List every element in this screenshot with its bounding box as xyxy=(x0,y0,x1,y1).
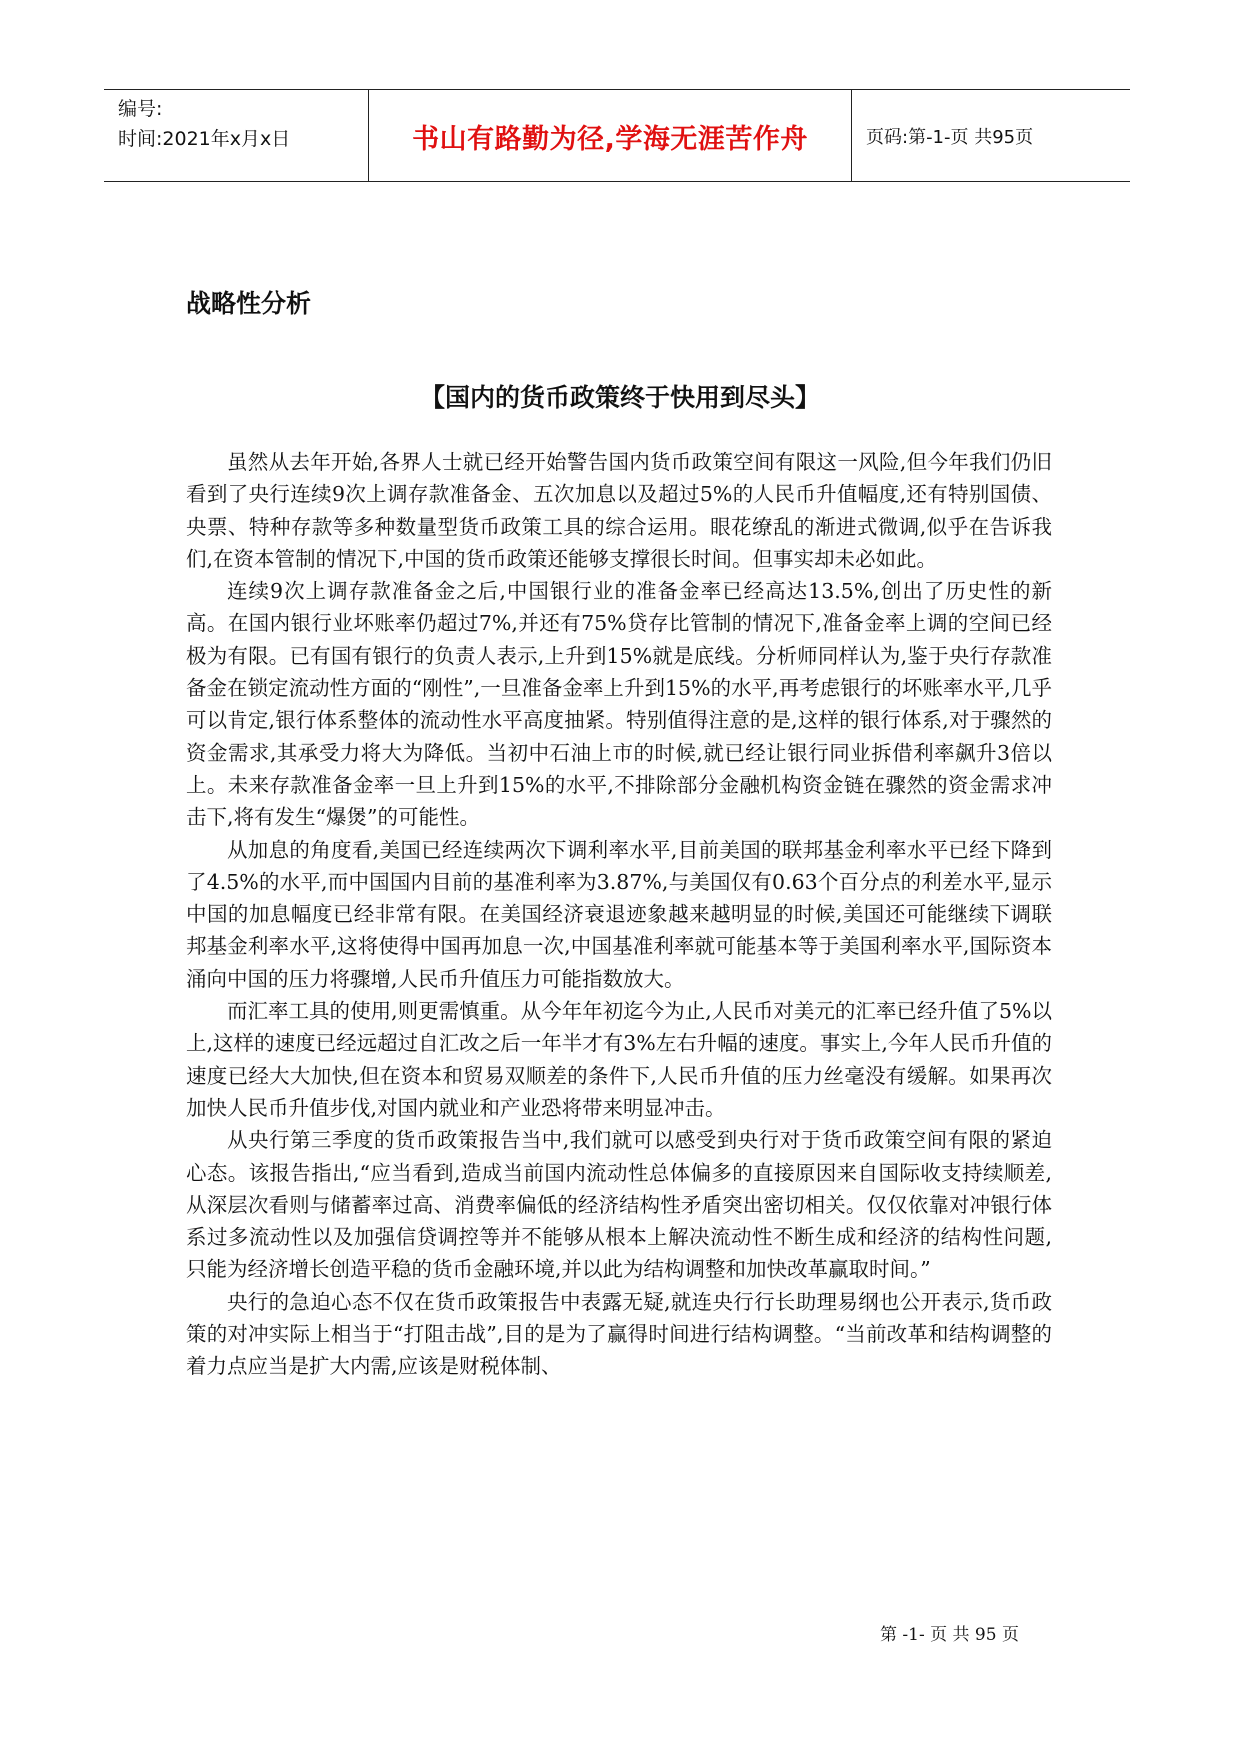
article-body xyxy=(186,446,1052,1383)
header-meta xyxy=(118,94,358,154)
document-number-label: 编号: xyxy=(118,98,163,120)
paragraph: 而汇率工具的使用,则更需慎重。从今年年初迄今为止,人民币对美元的汇率已经升值了5%以上,这样的速度已经远超过自汇改之后一年半才有3%左右升幅的速度。事实上,今年人民币升值的速度已经大大加快,但在资本和贸易双顺差的条件下,人民币升值的压力丝毫没有缓解。如果再次加快人民币升值步伐,对国内就业和产业恐将带来明显冲击。 xyxy=(186,999,1052,1120)
header-divider xyxy=(368,90,369,181)
paragraph: 虽然从去年开始,各界人士就已经开始警告国内货币政策空间有限这一风险,但今年我们仍旧看到了央行连续9次上调存款准备金、五次加息以及超过5%的人民币升值幅度,还有特别国债、央票、特种存款等多种数量型货币政策工具的综合运用。眼花缭乱的渐进式微调,似乎在告诉我们,在资本管制的情况下,中国的货币政策还能够支撑很长时间。但事实却未必如此。 xyxy=(186,450,1052,571)
header-divider xyxy=(851,90,852,181)
section-title: 战略性分析 xyxy=(186,289,312,318)
header-page-info: 页码:第-1-页 共95页 xyxy=(866,127,1034,148)
paragraph: 从央行第三季度的货币政策报告当中,我们就可以感受到央行对于货币政策空间有限的紧迫心态。该报告指出,“应当看到,造成当前国内流动性总体偏多的直接原因来自国际收支持续顺差,从深层次看则与储蓄率过高、消费率偏低的经济结构性矛盾突出密切相关。仅仅依靠对冲银行体系过多流动性以及加强信贷调控等并不能够从根本上解决流动性不断生成和经济的结构性问题,只能为经济增长创造平稳的货币金融环境,并以此为结构调整和加快改革赢取时间。” xyxy=(186,1128,1052,1282)
article-title: 【国内的货币政策终于快用到尽头】 xyxy=(419,383,820,412)
paragraph: 连续9次上调存款准备金之后,中国银行业的准备金率已经高达13.5%,创出了历史性的新高。在国内银行业坏账率仍超过7%,并还有75%贷存比管制的情况下,准备金率上调的空间已经极为有限。已有国有银行的负责人表示,上升到15%就是底线。分析师同样认为,鉴于央行存款准备金在锁定流动性方面的“刚性”,一旦准备金率上升到15%的水平,再考虑银行的坏账率水平,几乎可以肯定,银行体系整体的流动性水平高度抽紧。特别值得注意的是,这样的银行体系,对于骤然的资金需求,其承受力将大为降低。当初中石油上市的时候,就已经让银行同业拆借利率飙升3倍以上。未来存款准备金率一旦上升到15%的水平,不排除部分金融机构资金链在骤然的资金需求冲击下,将有发生“爆煲”的可能性。 xyxy=(186,579,1052,830)
page-footer: 第 -1- 页 共 95 页 xyxy=(880,1625,1019,1645)
paragraph: 从加息的角度看,美国已经连续两次下调利率水平,目前美国的联邦基金利率水平已经下降到了4.5%的水平,而中国国内目前的基准利率为3.87%,与美国仅有0.63个百分点的利差水平,显示中国的加息幅度已经非常有限。在美国经济衰退迹象越来越明显的时候,美国还可能继续下调联邦基金利率水平,这将使得中国再加息一次,中国基准利率就可能基本等于美国利率水平,国际资本涌向中国的压力将骤增,人民币升值压力可能指数放大。 xyxy=(186,837,1052,991)
paragraph: 央行的急迫心态不仅在货币政策报告中表露无疑,就连央行行长助理易纲也公开表示,货币政策的对冲实际上相当于“打阻击战”,目的是为了赢得时间进行结构调整。“当前改革和结构调整的着力点应当是扩大内需,应该是财税体制、 xyxy=(186,1289,1052,1379)
page-header xyxy=(104,89,1130,182)
document-time-label: 时间:2021年x月x日 xyxy=(118,128,291,150)
header-motto: 书山有路勤为径,学海无涯苦作舟 xyxy=(412,124,808,155)
